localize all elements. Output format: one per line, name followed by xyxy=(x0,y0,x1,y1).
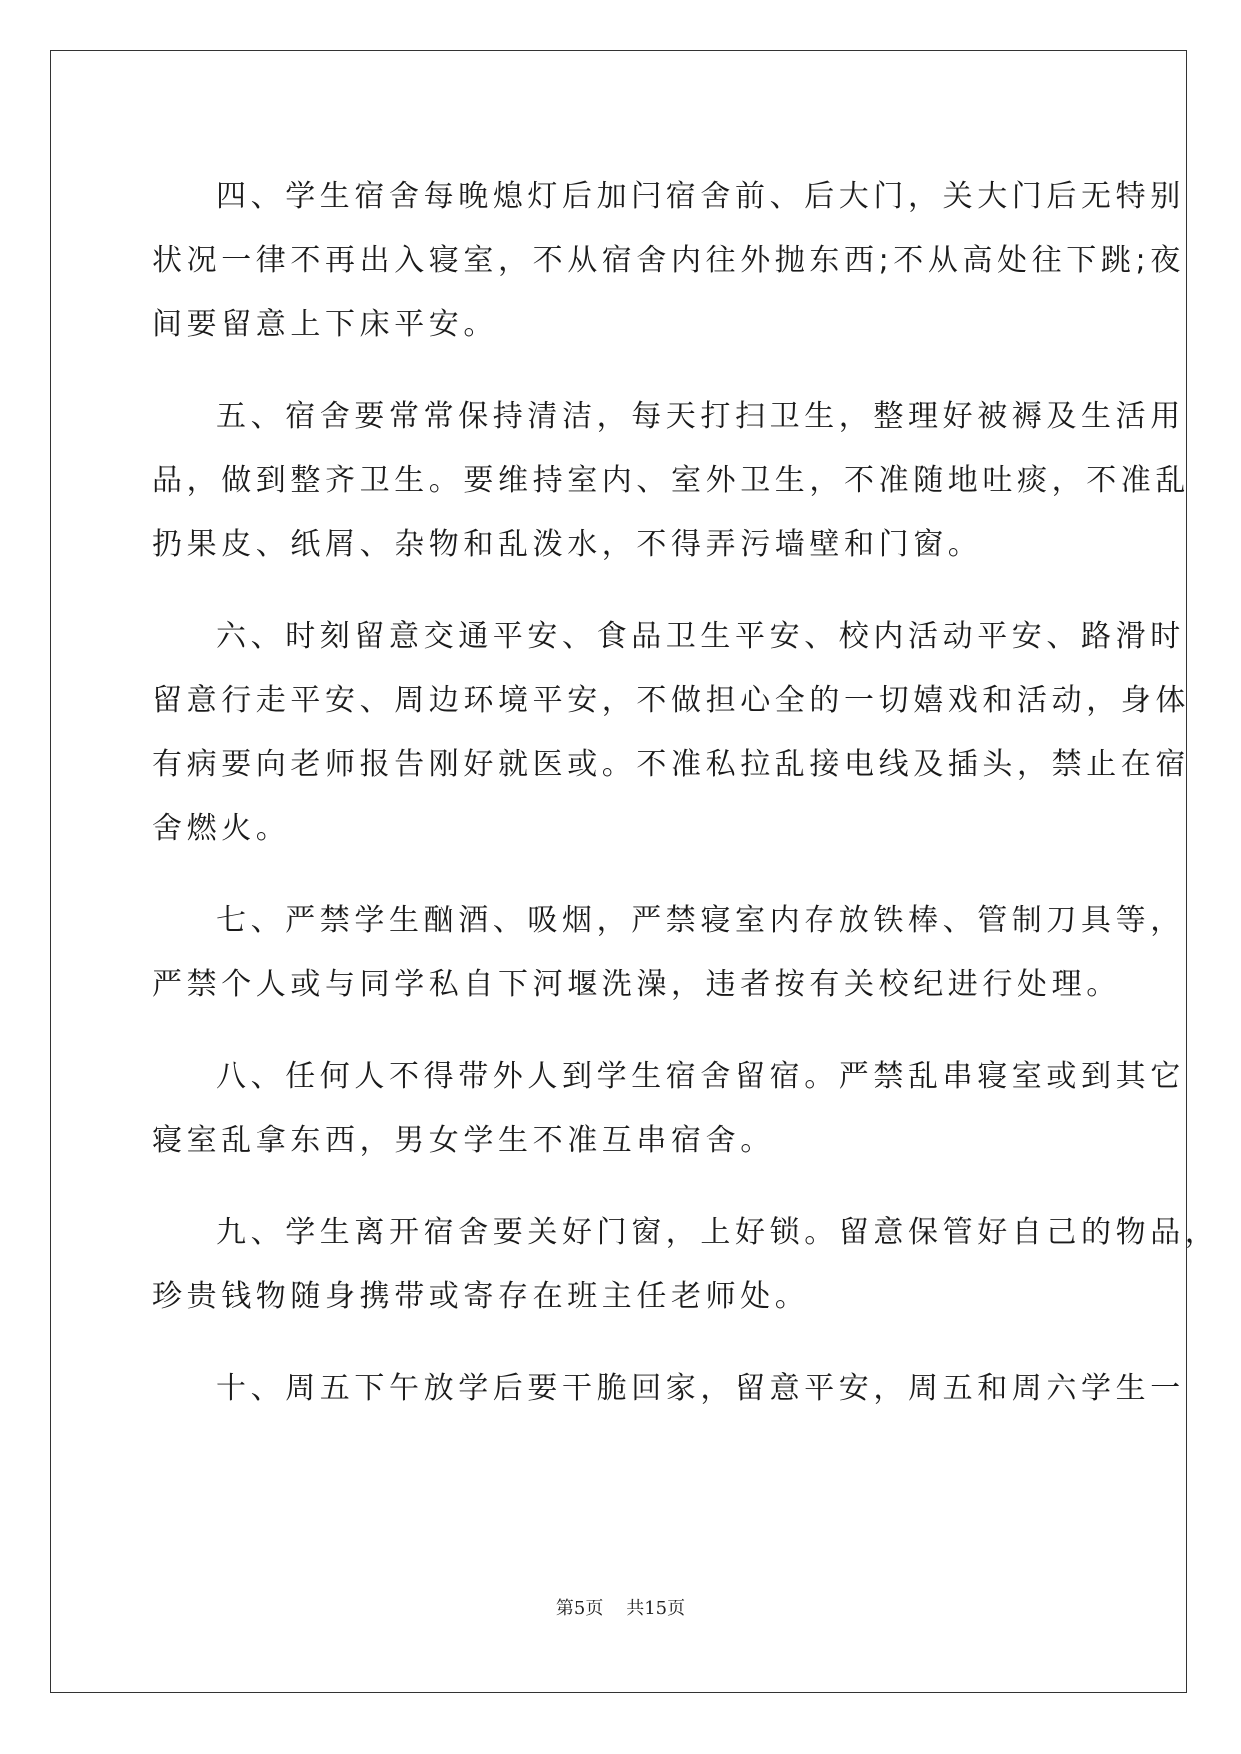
page-number: 第5页 xyxy=(555,1598,604,1619)
paragraph-line: 留意行走平安、周边环境平安，不做担心全的一切嬉戏和活动，身体 xyxy=(152,683,1190,718)
paragraph-line: 状况一律不再出入寝室，不从宿舍内往外抛东西;不从高处往下跳;夜 xyxy=(152,243,1185,278)
paragraph-line: 九、学生离开宿舍要关好门窗，上好锁。留意保管好自己的物品， xyxy=(216,1215,1220,1250)
paragraph-line: 严禁个人或与同学私自下河堰洗澡，违者按有关校纪进行处理。 xyxy=(152,967,1121,1002)
document-body xyxy=(152,165,1220,1421)
paragraph-line: 十、周五下午放学后要干脆回家，留意平安，周五和周六学生一 xyxy=(216,1371,1185,1406)
paragraph-line: 扔果皮、纸屑、杂物和乱泼水，不得弄污墙壁和门窗。 xyxy=(152,527,983,562)
page-total: 共15页 xyxy=(626,1598,686,1619)
paragraph-line: 品，做到整齐卫生。要维持室内、室外卫生，不准随地吐痰，不准乱 xyxy=(152,463,1190,498)
paragraph-line: 七、严禁学生酗酒、吸烟，严禁寝室内存放铁棒、管制刀具等， xyxy=(216,903,1185,938)
paragraph-line: 五、宿舍要常常保持清洁，每天打扫卫生，整理好被褥及生活用 xyxy=(216,399,1185,434)
paragraph-line: 六、时刻留意交通平安、食品卫生平安、校内活动平安、路滑时 xyxy=(216,619,1185,654)
page-footer xyxy=(0,1594,1241,1620)
paragraph-line: 八、任何人不得带外人到学生宿舍留宿。严禁乱串寝室或到其它 xyxy=(216,1059,1185,1094)
paragraph-line: 有病要向老师报告刚好就医或。不准私拉乱接电线及插头，禁止在宿 xyxy=(152,747,1190,782)
paragraph-line: 珍贵钱物随身携带或寄存在班主任老师处。 xyxy=(152,1279,810,1314)
paragraph-line: 寝室乱拿东西，男女学生不准互串宿舍。 xyxy=(152,1123,775,1158)
paragraph-line: 四、学生宿舍每晚熄灯后加闩宿舍前、后大门，关大门后无特别 xyxy=(216,179,1185,214)
paragraph-line: 间要留意上下床平安。 xyxy=(152,307,498,342)
paragraph-line: 舍燃火。 xyxy=(152,811,291,846)
